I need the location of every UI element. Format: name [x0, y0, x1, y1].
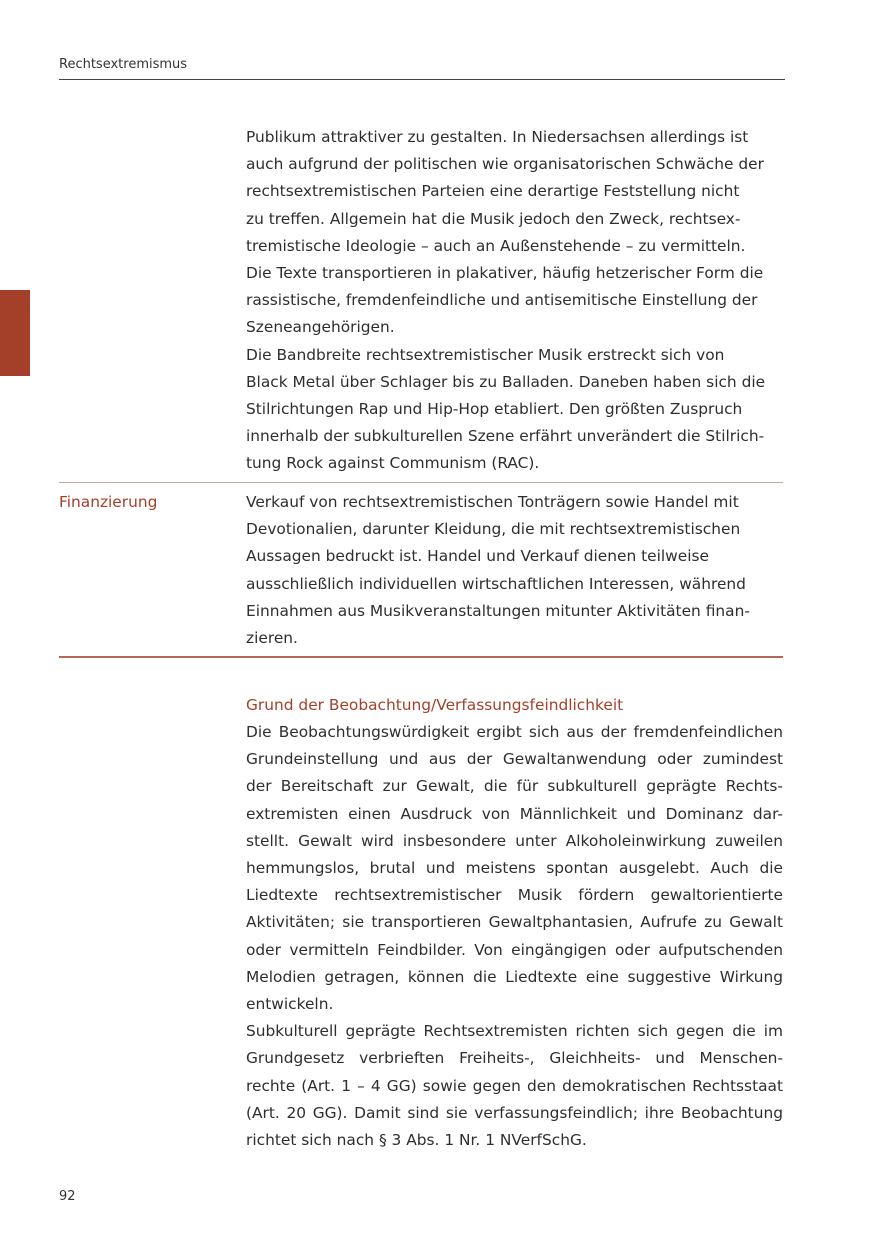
text-line: innerhalb der subkulturellen Szene erfährt unverändert die Stilrich-	[246, 427, 765, 446]
text-line: Aktivitäten; sie transportieren Gewaltphantasien, Aufrufe zu Gewalt	[246, 913, 783, 932]
text-line: Grundgesetz verbrieften Freiheits-, Gleichheits- und Menschen-	[246, 1049, 783, 1068]
text-line: rechte (Art. 1 – 4 GG) sowie gegen den demokratischen Rechtsstaat	[246, 1076, 783, 1095]
text-line: Melodien getragen, können die Liedtexte eine suggestive Wirkung	[246, 967, 783, 986]
text-line: rechtsextremistischen Parteien eine derartige Feststellung nicht	[246, 182, 740, 201]
row-label-financing: Finanzierung	[59, 493, 158, 511]
text-line: hemmungslos, brutal und meistens spontan ausgelebt. Auch die	[246, 859, 783, 878]
text-line: Die Texte transportieren in plakativer, häufig hetzerischer Form die	[246, 264, 764, 283]
text-line: Die Bandbreite rechtsextremistischer Musik erstreckt sich von	[246, 345, 725, 364]
text-line: Stilrichtungen Rap und Hip-Hop etabliert. Den größten Zuspruch	[246, 400, 743, 419]
header-rule	[59, 79, 785, 80]
financing-text	[246, 489, 783, 652]
text-line: Devotionalien, darunter Kleidung, die mit rechtsextremistischen	[246, 520, 741, 539]
running-header: Rechtsextremismus	[59, 57, 188, 72]
text-line: rassistische, fremdenfeindliche und antisemitische Einstellung der	[246, 291, 758, 310]
intro-text	[246, 124, 783, 478]
text-line: Publikum attraktiver zu gestalten. In Niedersachsen allerdings ist	[246, 128, 749, 146]
text-line: richtet sich nach § 3 Abs. 1 Nr. 1 NVerfSchG.	[246, 1131, 587, 1150]
observation-text	[246, 719, 783, 1154]
observation-paragraph-1	[246, 719, 783, 1018]
table-row-divider	[59, 482, 783, 483]
text-line: Verkauf von rechtsextremistischen Tonträgern sowie Handel mit	[246, 493, 739, 511]
text-line: zieren.	[246, 629, 298, 648]
page-number: 92	[59, 1189, 76, 1204]
text-line: tung Rock against Communism (RAC).	[246, 454, 540, 473]
text-line: Aussagen bedruckt ist. Handel und Verkauf dienen teilweise	[246, 547, 710, 566]
text-line: oder vermitteln Feindbilder. Von eingängigen oder aufputschenden	[246, 940, 783, 959]
text-line: tremistische Ideologie – auch an Außenstehende – zu vermitteln.	[246, 236, 746, 255]
text-line: Black Metal über Schlager bis zu Balladen. Daneben haben sich die	[246, 372, 766, 391]
side-tab-marker	[0, 290, 30, 376]
text-line: Subkulturell geprägte Rechtsextremisten richten sich gegen die im	[246, 1022, 783, 1041]
text-line: ausschließlich individuellen wirtschaftlichen Interessen, während	[246, 574, 746, 593]
financing-paragraph	[246, 489, 783, 652]
text-line: der Bereitschaft zur Gewalt, die für subkulturell geprägte Rechts-	[246, 777, 783, 796]
text-line: Die Beobachtungswürdigkeit ergibt sich aus der fremdenfeindlichen	[246, 723, 783, 741]
intro-paragraph	[246, 124, 783, 478]
text-line: Szeneangehörigen.	[246, 318, 395, 337]
text-line: auch aufgrund der politischen wie organisatorischen Schwäche der	[246, 155, 764, 174]
text-line: stellt. Gewalt wird insbesondere unter Alkoholeinwirkung zuweilen	[246, 831, 783, 850]
text-line: Einnahmen aus Musikveranstaltungen mitunter Aktivitäten finan-	[246, 601, 750, 620]
text-line: (Art. 20 GG). Damit sind sie verfassungsfeindlich; ihre Beobachtung	[246, 1103, 783, 1122]
text-line: entwickeln.	[246, 995, 334, 1014]
text-line: extremisten einen Ausdruck von Männlichkeit und Dominanz dar-	[246, 804, 783, 823]
table-bottom-rule	[59, 656, 783, 658]
observation-paragraph-2	[246, 1018, 783, 1154]
text-line: Grundeinstellung und aus der Gewaltanwendung oder zumindest	[246, 750, 783, 769]
text-line: Liedtexte rechtsextremistischer Musik fördern gewaltorientierte	[246, 886, 783, 905]
text-line: zu treffen. Allgemein hat die Musik jedoch den Zweck, rechtsex-	[246, 209, 741, 228]
section-heading: Grund der Beobachtung/Verfassungsfeindlichkeit	[246, 696, 624, 714]
